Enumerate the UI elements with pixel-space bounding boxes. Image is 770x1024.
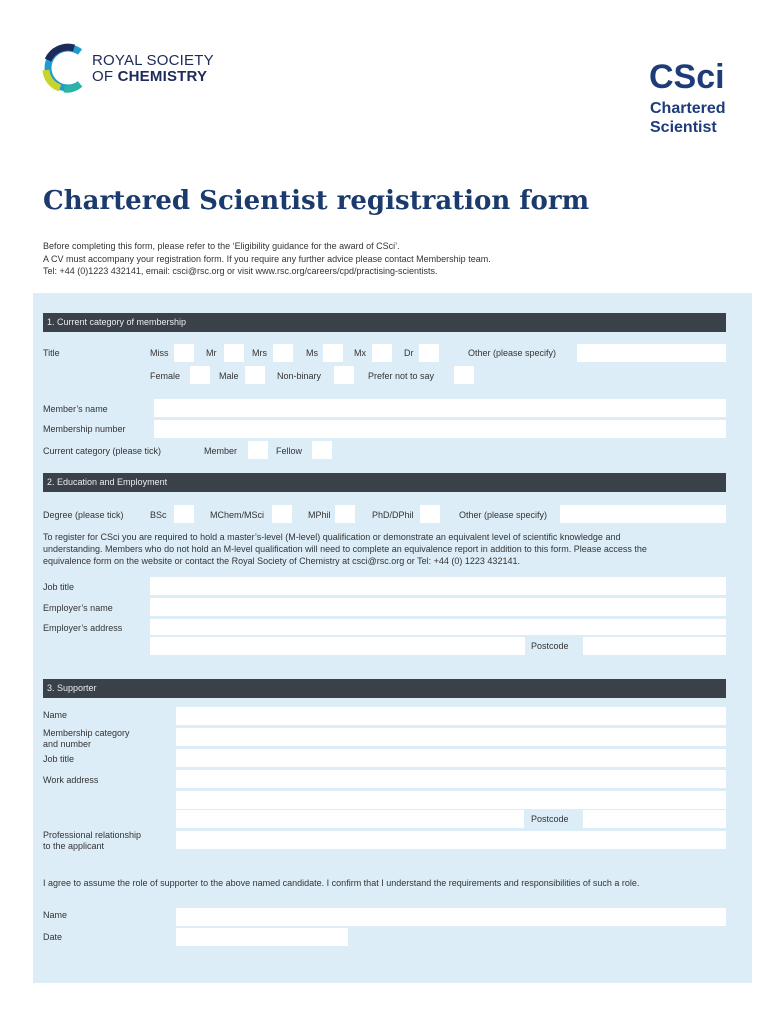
intro-line: Before completing this form, please refer to the ‘Eligibility guidance for the award of CSci’. xyxy=(43,241,400,251)
option-label: Mrs xyxy=(252,348,267,358)
job-title-input[interactable] xyxy=(150,577,726,595)
checkbox-member[interactable] xyxy=(248,441,268,459)
option-label: Female xyxy=(150,371,181,381)
degree-option-label: PhD/DPhil xyxy=(372,510,414,520)
degree-option-label: BSc xyxy=(150,510,167,520)
degree-option-label: MChem/MSci xyxy=(210,510,265,520)
checkbox-male[interactable] xyxy=(245,366,265,384)
checkbox-mchem-msci[interactable] xyxy=(272,505,292,523)
checkbox-female[interactable] xyxy=(190,366,210,384)
cs-requirement-paragraph xyxy=(43,531,733,567)
other-degree-input[interactable] xyxy=(560,505,726,523)
degree-option-label: MPhil xyxy=(308,510,331,520)
supporter-postcode-label: Postcode xyxy=(531,814,569,824)
title-label: Title xyxy=(43,348,60,358)
members-name-input[interactable] xyxy=(154,399,726,417)
postcode-label: Postcode xyxy=(531,641,569,651)
date-input[interactable] xyxy=(176,928,348,946)
rsc-logo-icon xyxy=(40,42,92,94)
employers-address-input-2[interactable] xyxy=(150,637,525,655)
membership-number-input[interactable] xyxy=(154,420,726,438)
section1-heading: 1. Current category of membership xyxy=(43,313,726,332)
section2-heading: 2. Education and Employment xyxy=(43,473,726,492)
csci-mark: CSci xyxy=(649,58,725,96)
employers-name-input[interactable] xyxy=(150,598,726,616)
org-name-line2 xyxy=(92,69,207,84)
intro-line: Tel: +44 (0)1223 432141, email: csci@rsc.org or visit www.rsc.org/careers/cpd/practising-scientists. xyxy=(43,266,438,276)
members-name-label: Member’s name xyxy=(43,404,108,414)
checkbox-dr[interactable] xyxy=(419,344,439,362)
date-label: Date xyxy=(43,932,63,942)
option-label: Ms xyxy=(306,348,318,358)
membership-category-label xyxy=(43,728,130,750)
current-category-label: Current category (please tick) xyxy=(43,446,162,456)
fellow-option-label: Fellow xyxy=(276,446,303,456)
paragraph-line: To register for CSci you are required to hold a master’s-level (M-level) qualification or demonstrate an equivalent level of scientific knowledge and xyxy=(43,532,621,542)
supporter-name-label: Name xyxy=(43,710,68,720)
membership-category-input[interactable] xyxy=(176,728,726,746)
section3-heading: 3. Supporter xyxy=(43,679,726,698)
checkbox-mrs[interactable] xyxy=(273,344,293,362)
job-title-label: Job title xyxy=(43,582,75,592)
form-title: Chartered Scientist registration form xyxy=(43,186,590,216)
work-address-input-1[interactable] xyxy=(176,770,726,788)
label-line: and number xyxy=(43,739,92,749)
intro-line: A CV must accompany your registration form. If you require any further advice please contact Membership team. xyxy=(43,253,491,264)
option-label: Mx xyxy=(354,348,366,358)
work-address-label: Work address xyxy=(43,775,99,785)
supporter-name-input[interactable] xyxy=(176,707,726,725)
option-label: Non-binary xyxy=(277,371,322,381)
member-option-label: Member xyxy=(204,446,238,456)
option-label: Mr xyxy=(206,348,217,358)
intro-text xyxy=(43,240,743,278)
option-label: Miss xyxy=(150,348,169,358)
checkbox-mx[interactable] xyxy=(372,344,392,362)
signatory-name-input[interactable] xyxy=(176,908,726,926)
label-line: to the applicant xyxy=(43,841,105,851)
relationship-label xyxy=(43,830,141,852)
option-label: Dr xyxy=(404,348,414,358)
signatory-name-label: Name xyxy=(43,910,68,920)
employers-name-label: Employer’s name xyxy=(43,603,113,613)
relationship-input[interactable] xyxy=(176,831,726,849)
work-address-input-2[interactable] xyxy=(176,791,726,809)
checkbox-miss[interactable] xyxy=(174,344,194,362)
option-label: Male xyxy=(219,371,239,381)
employers-address-label: Employer’s address xyxy=(43,623,123,633)
org-name-line1: ROYAL SOCIETY xyxy=(92,52,214,69)
checkbox-mphil[interactable] xyxy=(335,505,355,523)
option-label: Prefer not to say xyxy=(368,371,435,381)
label-line: Professional relationship xyxy=(43,830,142,840)
supporter-postcode-input[interactable] xyxy=(583,810,726,828)
supporter-job-title-label: Job title xyxy=(43,754,75,764)
checkbox-mr[interactable] xyxy=(224,344,244,362)
paragraph-line: equivalence form on the website or contact the Royal Society of Chemistry at csci@rsc.org or Tel: +44 (0) 1223 432141. xyxy=(43,556,520,566)
employers-address-input-1[interactable] xyxy=(150,619,726,635)
csci-chartered: Chartered xyxy=(650,100,726,117)
supporter-agreement: I agree to assume the role of supporter to the above named candidate. I confirm that I understand the requirements and responsibilities of such a role. xyxy=(43,878,640,888)
paragraph-line: understanding. Members who do not hold an M-level qualification will need to complete an equivalence report in addition to this form. Please access the xyxy=(43,544,647,554)
checkbox-prefer-not-to-say[interactable] xyxy=(454,366,474,384)
work-address-input-3[interactable] xyxy=(176,810,524,828)
checkbox-bsc[interactable] xyxy=(174,505,194,523)
label-line: Membership category xyxy=(43,728,130,738)
rsc-logo xyxy=(40,42,240,94)
checkbox-non-binary[interactable] xyxy=(334,366,354,384)
org-of: OF xyxy=(92,68,118,85)
checkbox-ms[interactable] xyxy=(323,344,343,362)
membership-number-label: Membership number xyxy=(43,424,126,434)
checkbox-fellow[interactable] xyxy=(312,441,332,459)
other-title-label: Other (please specify) xyxy=(468,348,557,358)
csci-scientist: Scientist xyxy=(650,119,717,136)
org-chemistry: CHEMISTRY xyxy=(117,68,208,85)
supporter-job-title-input[interactable] xyxy=(176,749,726,767)
other-title-input[interactable] xyxy=(577,344,726,362)
other-degree-label: Other (please specify) xyxy=(459,510,548,520)
postcode-input[interactable] xyxy=(583,637,726,655)
checkbox-phd-dphil[interactable] xyxy=(420,505,440,523)
degree-label: Degree (please tick) xyxy=(43,510,124,520)
